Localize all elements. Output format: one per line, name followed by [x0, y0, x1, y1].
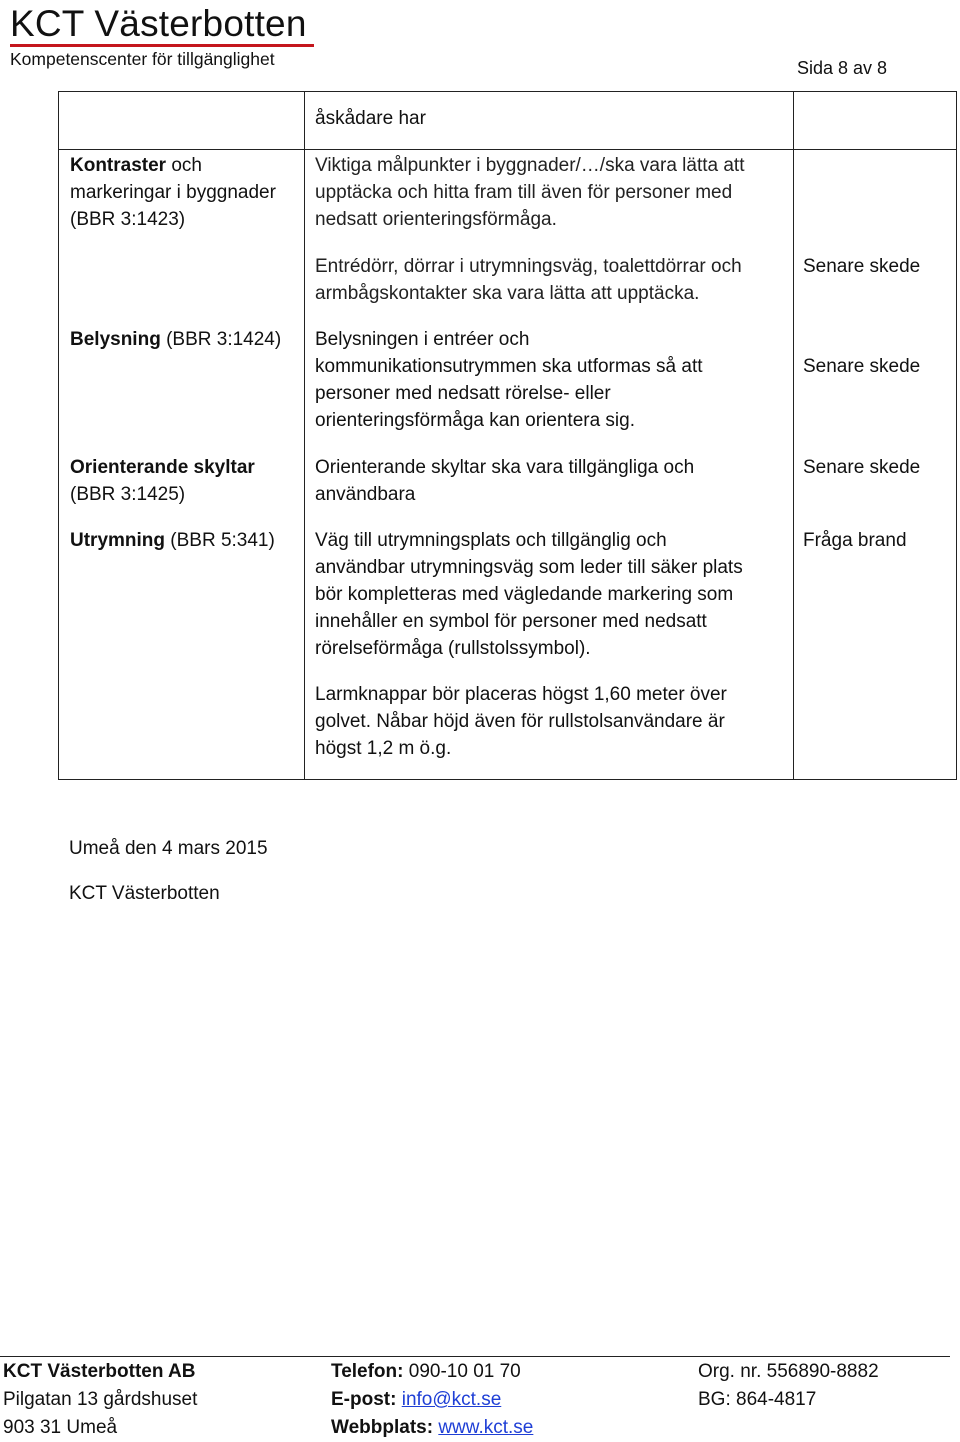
footer-address	[3, 1358, 197, 1442]
requirement-cell	[315, 454, 790, 508]
label-cell	[70, 527, 275, 554]
requirement-line: personer med nedsatt rörelse- eller	[315, 383, 611, 404]
label-text: och	[166, 155, 202, 176]
logo	[10, 4, 314, 69]
column-divider	[304, 92, 305, 779]
signature-organization: KCT Västerbotten	[69, 883, 220, 904]
status-cell: Senare skede	[803, 457, 921, 478]
requirement-line: innehåller en symbol för personer med nedsatt	[315, 611, 707, 632]
web-label: Webbplats:	[331, 1417, 434, 1438]
website-link[interactable]: www.kct.se	[438, 1417, 534, 1438]
requirement-cell: åskådare har	[315, 108, 426, 129]
bankgiro: BG: 864-4817	[698, 1389, 817, 1410]
label-text: (BBR 3:1424)	[160, 329, 282, 350]
label-bold: Utrymning	[70, 530, 165, 551]
requirements-table	[58, 91, 957, 780]
requirement-line: högst 1,2 m ö.g.	[315, 738, 452, 759]
requirement-line: användbara	[315, 484, 416, 505]
footer-company: KCT Västerbotten AB	[3, 1361, 196, 1382]
logo-subtitle: Kompetenscenter för tillgänglighet	[10, 49, 275, 69]
label-cell	[70, 454, 255, 508]
requirement-line: upptäcka och hitta fram till även för personer med	[315, 182, 733, 203]
label-bold: Orienterande skyltar	[70, 457, 255, 478]
logo-title: KCT Västerbotten	[10, 3, 307, 44]
requirement-line: Entrédörr, dörrar i utrymningsväg, toalettdörrar och	[315, 256, 742, 277]
row-divider	[59, 149, 956, 150]
label-bold: Belysning	[70, 329, 161, 350]
requirement-line: Belysningen i entréer och	[315, 329, 530, 350]
requirement-line: Orienterande skyltar ska vara tillgängliga och	[315, 457, 695, 478]
org-number: Org. nr. 556890-8882	[698, 1361, 879, 1382]
label-text: (BBR 3:1425)	[70, 484, 186, 505]
footer-address-line: 903 31 Umeå	[3, 1417, 118, 1438]
footer-contact	[331, 1358, 533, 1442]
label-cell	[70, 152, 298, 233]
page-number: Sida 8 av 8	[797, 58, 888, 78]
footer-registration	[698, 1358, 879, 1414]
status-cell: Senare skede	[803, 256, 921, 277]
requirement-line: armbågskontakter ska vara lätta att upptäcka.	[315, 283, 700, 304]
footer-address-line: Pilgatan 13 gårdshuset	[3, 1389, 198, 1410]
requirement-line: kommunikationsutrymmen ska utformas så att	[315, 356, 703, 377]
status-cell: Fråga brand	[803, 530, 907, 551]
requirement-cell	[315, 527, 790, 762]
requirement-line: nedsatt orienteringsförmåga.	[315, 209, 557, 230]
requirement-line: golvet. Nåbar höjd även för rullstolsanvändare är	[315, 711, 725, 732]
phone-value: 090-10 01 70	[403, 1361, 521, 1382]
column-divider	[793, 92, 794, 779]
label-bold: Kontraster	[70, 155, 167, 176]
requirement-line: Viktiga målpunkter i byggnader/…/ska vara lätta att	[315, 155, 745, 176]
label-cell	[70, 326, 281, 353]
requirement-line: bör kompletteras med vägledande markering som	[315, 584, 734, 605]
requirement-line: Väg till utrymningsplats och tillgänglig och	[315, 530, 667, 551]
phone-label: Telefon:	[331, 1361, 404, 1382]
status-cell: Senare skede	[803, 356, 921, 377]
email-link[interactable]: info@kct.se	[401, 1389, 502, 1410]
label-text: markeringar i byggnader	[70, 182, 276, 203]
email-label: E-post:	[331, 1389, 397, 1410]
requirement-line: orienteringsförmåga kan orientera sig.	[315, 410, 636, 431]
requirement-cell	[315, 326, 790, 434]
requirement-line: rörelseförmåga (rullstolssymbol).	[315, 638, 591, 659]
footer-rule	[0, 1356, 950, 1357]
requirement-line: Larmknappar bör placeras högst 1,60 meter över	[315, 684, 727, 705]
place-date: Umeå den 4 mars 2015	[69, 838, 268, 859]
label-text: (BBR 5:341)	[165, 530, 275, 551]
requirement-cell	[315, 152, 790, 307]
label-text: (BBR 3:1423)	[70, 209, 186, 230]
requirement-line: användbar utrymningsväg som leder till säker plats	[315, 557, 743, 578]
logo-accent-rule	[10, 44, 314, 47]
